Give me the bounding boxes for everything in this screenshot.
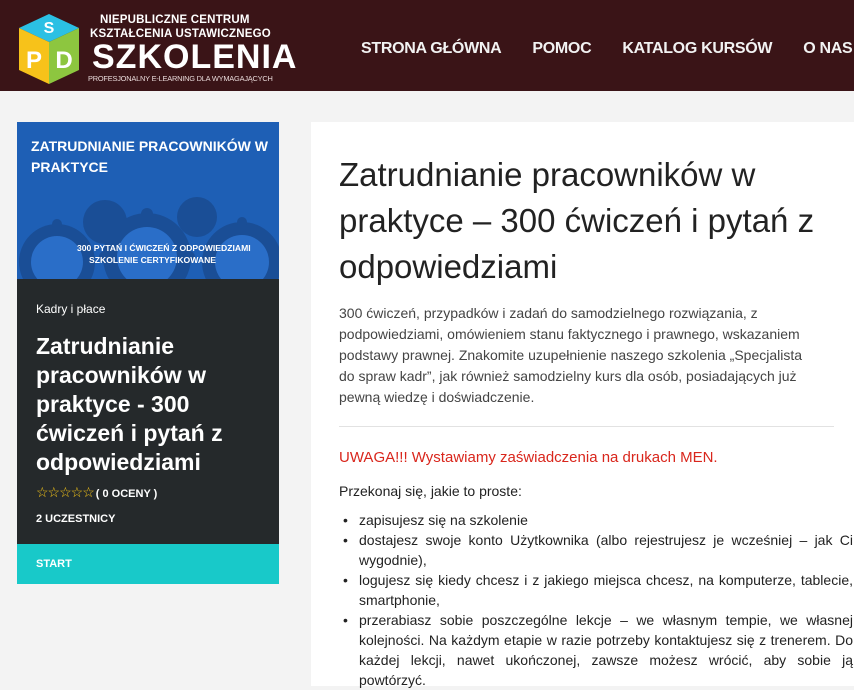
banner-title: ZATRUDNIANIE PRACOWNIKÓW W PRAKTYCE — [31, 138, 268, 175]
divider — [339, 426, 834, 427]
course-rating — [36, 484, 157, 501]
course-description: 300 ćwiczeń, przypadków i zadań do samodzielnego rozwiązania, z podpowiedziami, omówieniem stanu faktycznego i prawnego, wskazaniem podstawy prawnej. Znakomite uzupełnienie naszego szkolenia „Specjalista do spraw kadr”, jak również samodzielny kurs dla osób, posiadających już pewną wiedzę i doświadczenie. — [339, 305, 803, 405]
list-item: • przerabiasz sobie poszczególne lekcje – we własnym tempie, we własnej kolejności. Na każdym etapie w razie potrzeby kontaktujesz się z trenerem. Do każdej lekcji, nawet ukończonej, zawsze możesz wrócić, aby sobie ją powtórzyć. — [359, 610, 853, 690]
steps-list — [339, 510, 853, 690]
start-button-label: START — [36, 558, 72, 570]
banner-subtitle-line-2: SZKOLENIE CERTYFIKOWANE — [89, 255, 217, 265]
logo-line-1: NIEPUBLICZNE CENTRUM — [100, 14, 250, 26]
logo-line-2: KSZTAŁCENIA USTAWICZNEGO — [90, 28, 271, 40]
logo-letter-s: S — [43, 20, 55, 37]
page-title: Zatrudnianie pracowników w praktyce – 300 ćwiczeń i pytań z odpowiedziami — [339, 156, 815, 285]
start-button[interactable] — [17, 544, 279, 584]
logo-letter-d: D — [55, 47, 73, 74]
logo-letter-p: P — [25, 47, 43, 74]
rating-count: ( 0 OCENY ) — [95, 488, 158, 500]
list-item: • dostajesz swoje konto Użytkownika (albo rejestrujesz je wcześniej – jak Ci wygodnie), — [359, 530, 853, 570]
banner-subtitle-line-1: 300 PYTAŃ I ĆWICZEŃ Z ODPOWIEDZIAMI — [77, 243, 251, 253]
course-card — [17, 122, 279, 584]
nav-about[interactable]: O NAS — [803, 40, 853, 57]
banner-subtitle — [77, 242, 251, 266]
nav-help[interactable]: POMOC — [532, 40, 592, 57]
course-category[interactable]: Kadry i płace — [36, 302, 106, 316]
main-nav — [361, 40, 854, 58]
logo-tagline: PROFESJONALNY E-LEARNING DLA WYMAGAJĄCYCH — [88, 74, 273, 83]
site-header — [0, 0, 854, 91]
students-count: 2 UCZESTNICY — [36, 513, 116, 525]
logo-brand: SZKOLENIA — [92, 38, 298, 76]
logo-cube-icon — [16, 14, 82, 84]
nav-course-catalog[interactable]: KATALOG KURSÓW — [622, 40, 773, 57]
course-card-title: Zatrudnianie pracowników w praktyce - 300 ćwiczeń i pytań z odpowiedziami — [36, 333, 223, 475]
steps-intro: Przekonaj się, jakie to proste: — [339, 483, 522, 499]
rating-stars-icon: ☆☆☆☆☆ — [36, 484, 94, 500]
site-logo[interactable] — [16, 12, 298, 84]
list-item: • zapisujesz się na szkolenie — [359, 510, 853, 530]
course-banner-image[interactable] — [17, 122, 279, 279]
course-content — [311, 122, 854, 686]
warning-notice: UWAGA!!! Wystawiamy zaświadczenia na drukach MEN. — [339, 449, 718, 466]
nav-home[interactable]: STRONA GŁÓWNA — [361, 40, 502, 57]
list-item: • logujesz się kiedy chcesz i z jakiego miejsca chcesz, na komputerze, tablecie, smartphonie, — [359, 570, 853, 610]
